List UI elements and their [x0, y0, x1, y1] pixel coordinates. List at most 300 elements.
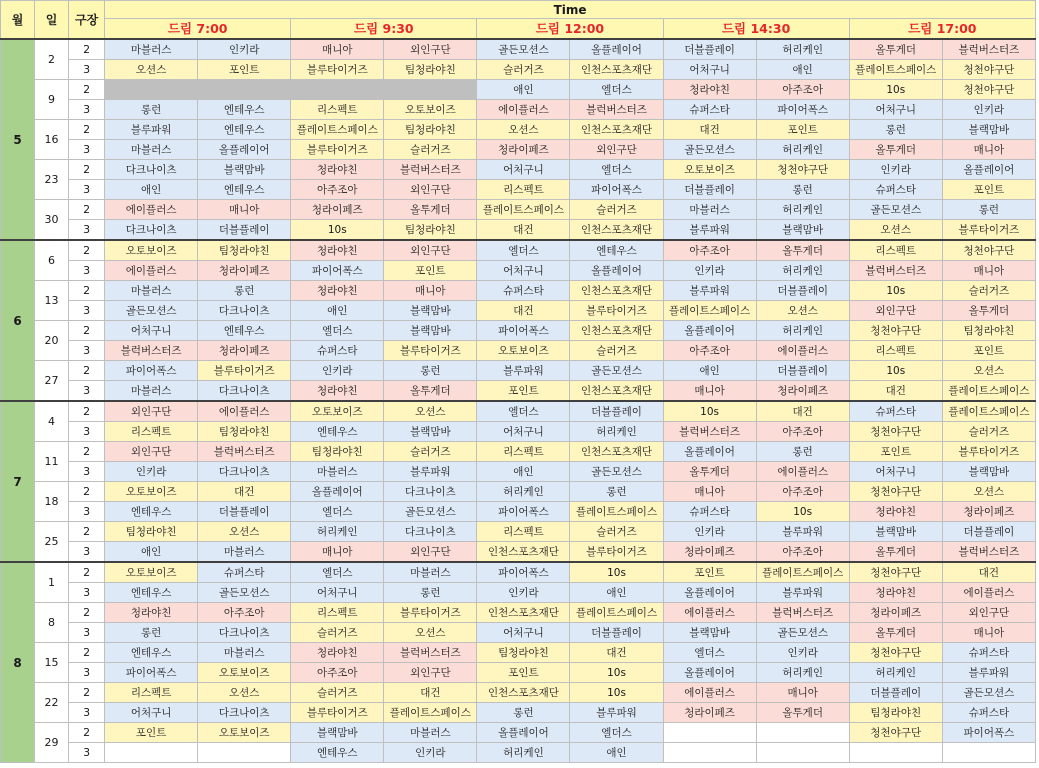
team-cell: 블루파워 — [663, 220, 756, 241]
team-cell: 블럭버스터즈 — [942, 542, 1035, 563]
team-cell: 플레이트스페이스 — [756, 562, 849, 583]
team-cell: 파이어폭스 — [105, 663, 198, 683]
team-cell — [756, 743, 849, 763]
schedule-row — [1, 120, 1036, 140]
team-cell: 롱런 — [570, 482, 663, 502]
team-cell: 외인구단 — [105, 442, 198, 462]
slot-header: 드림 9:30 — [291, 19, 477, 40]
team-cell: 어처구니 — [477, 160, 570, 180]
team-cell: 슬러거즈 — [570, 200, 663, 220]
schedule-row — [1, 140, 1036, 160]
team-cell: 대건 — [477, 220, 570, 241]
team-cell: 포인트 — [198, 60, 291, 80]
field-number: 3 — [69, 663, 105, 683]
team-cell: 어처구니 — [477, 422, 570, 442]
team-cell: 대건 — [570, 643, 663, 663]
schedule-row — [1, 743, 1036, 763]
schedule-row — [1, 401, 1036, 422]
team-cell: 블루타이거즈 — [570, 542, 663, 563]
field-number: 2 — [69, 482, 105, 502]
team-cell: 포인트 — [384, 261, 477, 281]
team-cell: 파이어폭스 — [477, 321, 570, 341]
team-cell: 포인트 — [477, 381, 570, 402]
team-cell: 에이플러스 — [198, 401, 291, 422]
team-cell: 10s — [291, 220, 384, 241]
team-cell: 팀청라야친 — [942, 321, 1035, 341]
team-cell: 외인구단 — [105, 401, 198, 422]
team-cell: 인천스포츠재단 — [477, 683, 570, 703]
team-cell: 인키라 — [849, 160, 942, 180]
team-cell: 슈퍼스타 — [942, 643, 1035, 663]
team-cell: 엘더스 — [477, 240, 570, 261]
field-number: 3 — [69, 341, 105, 361]
day-cell: 27 — [35, 361, 69, 402]
team-cell: 올투게더 — [849, 39, 942, 60]
team-cell: 파이어폭스 — [291, 261, 384, 281]
team-cell: 블루타이거즈 — [384, 341, 477, 361]
team-cell: 청천야구단 — [849, 562, 942, 583]
team-cell: 올투게더 — [849, 542, 942, 563]
team-cell: 어처구니 — [477, 261, 570, 281]
team-cell: 10s — [570, 562, 663, 583]
field-number: 3 — [69, 583, 105, 603]
team-cell: 마블러스 — [291, 462, 384, 482]
team-cell: 인키라 — [942, 100, 1035, 120]
team-cell: 마블러스 — [663, 200, 756, 220]
team-cell: 올플레이어 — [570, 39, 663, 60]
team-cell: 오토보이즈 — [663, 160, 756, 180]
team-cell: 아주조아 — [291, 180, 384, 200]
day-cell: 11 — [35, 442, 69, 482]
team-cell: 골든모션스 — [942, 683, 1035, 703]
team-cell: 인키라 — [384, 743, 477, 763]
team-cell — [198, 80, 291, 100]
team-cell: 블루타이거즈 — [291, 60, 384, 80]
field-number: 3 — [69, 623, 105, 643]
day-cell: 8 — [35, 603, 69, 643]
team-cell: 어처구니 — [105, 321, 198, 341]
schedule-row — [1, 180, 1036, 200]
team-cell: 인천스포츠재단 — [570, 60, 663, 80]
team-cell: 엘더스 — [570, 723, 663, 743]
team-cell — [942, 743, 1035, 763]
team-cell: 더블플레이 — [756, 281, 849, 301]
schedule-row — [1, 80, 1036, 100]
team-cell: 청천야구단 — [942, 80, 1035, 100]
team-cell: 블루타이거즈 — [384, 603, 477, 623]
team-cell: 인키라 — [105, 462, 198, 482]
field-number: 2 — [69, 723, 105, 743]
team-cell — [105, 80, 198, 100]
team-cell: 슈퍼스타 — [942, 703, 1035, 723]
schedule-row — [1, 462, 1036, 482]
team-cell: 마블러스 — [105, 39, 198, 60]
team-cell: 청라이페즈 — [291, 200, 384, 220]
month-cell: 7 — [1, 401, 35, 562]
team-cell: 다크나이츠 — [384, 522, 477, 542]
team-cell: 매니아 — [942, 261, 1035, 281]
field-number: 2 — [69, 643, 105, 663]
team-cell: 블루타이거즈 — [942, 442, 1035, 462]
month-header: 월 — [1, 1, 35, 40]
team-cell: 롱런 — [105, 100, 198, 120]
team-cell: 포인트 — [849, 442, 942, 462]
team-cell: 다크나이츠 — [384, 482, 477, 502]
field-number: 3 — [69, 261, 105, 281]
day-cell: 22 — [35, 683, 69, 723]
team-cell: 엔테우스 — [198, 100, 291, 120]
field-number: 2 — [69, 683, 105, 703]
team-cell: 인키라 — [663, 261, 756, 281]
team-cell: 롱런 — [384, 361, 477, 381]
team-cell: 엘더스 — [570, 80, 663, 100]
team-cell: 허리케인 — [756, 663, 849, 683]
team-cell: 10s — [756, 502, 849, 522]
team-cell: 다크나이츠 — [198, 703, 291, 723]
team-cell: 10s — [849, 281, 942, 301]
team-cell: 에이플러스 — [663, 683, 756, 703]
team-cell: 인키라 — [663, 522, 756, 542]
team-cell: 인키라 — [477, 583, 570, 603]
team-cell: 청천야구단 — [942, 240, 1035, 261]
team-cell: 오토보이즈 — [105, 482, 198, 502]
team-cell: 인천스포츠재단 — [570, 281, 663, 301]
team-cell: 올플레이어 — [663, 583, 756, 603]
team-cell: 플레이트스페이스 — [663, 301, 756, 321]
team-cell: 인키라 — [291, 361, 384, 381]
schedule-row — [1, 562, 1036, 583]
team-cell — [384, 80, 477, 100]
schedule-row — [1, 341, 1036, 361]
day-cell: 20 — [35, 321, 69, 361]
day-cell: 9 — [35, 80, 69, 120]
team-cell: 리스펙트 — [477, 522, 570, 542]
team-cell: 올투게더 — [663, 462, 756, 482]
team-cell — [849, 743, 942, 763]
team-cell: 슈퍼스타 — [291, 341, 384, 361]
team-cell: 10s — [570, 683, 663, 703]
team-cell: 올플레이어 — [570, 261, 663, 281]
team-cell: 롱런 — [849, 120, 942, 140]
field-number: 2 — [69, 281, 105, 301]
team-cell: 블랙맘바 — [849, 522, 942, 542]
team-cell: 더블플레이 — [198, 220, 291, 241]
schedule-row — [1, 301, 1036, 321]
schedule-row — [1, 663, 1036, 683]
schedule-row — [1, 261, 1036, 281]
team-cell: 올플레이어 — [291, 482, 384, 502]
team-cell: 골든모션스 — [384, 502, 477, 522]
team-cell: 오션스 — [105, 60, 198, 80]
schedule-row — [1, 482, 1036, 502]
team-cell: 엔테우스 — [291, 743, 384, 763]
team-cell: 청라이페즈 — [756, 381, 849, 402]
team-cell: 골든모션스 — [849, 200, 942, 220]
team-cell: 블랙맘바 — [384, 321, 477, 341]
day-cell: 1 — [35, 562, 69, 603]
team-cell: 청천야구단 — [849, 321, 942, 341]
team-cell: 팀청라야친 — [291, 442, 384, 462]
team-cell: 대건 — [384, 683, 477, 703]
team-cell: 에이플러스 — [105, 200, 198, 220]
team-cell: 10s — [663, 401, 756, 422]
team-cell: 아주조아 — [198, 603, 291, 623]
schedule-row — [1, 442, 1036, 462]
team-cell: 골든모션스 — [477, 39, 570, 60]
team-cell: 블럭버스터즈 — [198, 442, 291, 462]
team-cell: 골든모션스 — [570, 361, 663, 381]
team-cell: 다크나이츠 — [105, 160, 198, 180]
team-cell: 에이플러스 — [663, 603, 756, 623]
team-cell: 허리케인 — [756, 140, 849, 160]
team-cell: 오션스 — [756, 301, 849, 321]
team-cell: 청라이페즈 — [663, 542, 756, 563]
team-cell: 올플레이어 — [477, 723, 570, 743]
field-number: 2 — [69, 80, 105, 100]
team-cell: 허리케인 — [756, 39, 849, 60]
team-cell: 대건 — [663, 120, 756, 140]
team-cell: 리스펙트 — [849, 341, 942, 361]
field-header: 구장 — [69, 1, 105, 40]
schedule-row — [1, 583, 1036, 603]
team-cell: 애인 — [105, 180, 198, 200]
schedule-row — [1, 220, 1036, 241]
schedule-row — [1, 200, 1036, 220]
schedule-row — [1, 240, 1036, 261]
team-cell — [663, 743, 756, 763]
team-cell: 청라야친 — [291, 643, 384, 663]
team-cell — [663, 723, 756, 743]
schedule-row — [1, 502, 1036, 522]
team-cell: 블럭버스터즈 — [384, 160, 477, 180]
team-cell: 엘더스 — [663, 643, 756, 663]
team-cell: 청라야친 — [663, 80, 756, 100]
team-cell: 허리케인 — [477, 482, 570, 502]
team-cell: 매니아 — [384, 281, 477, 301]
slot-header: 드림 17:00 — [849, 19, 1035, 40]
team-cell: 청라야친 — [291, 381, 384, 402]
schedule-row — [1, 623, 1036, 643]
team-cell: 오션스 — [849, 220, 942, 241]
team-cell: 블럭버스터즈 — [663, 422, 756, 442]
team-cell: 더블플레이 — [756, 361, 849, 381]
team-cell: 골든모션스 — [198, 583, 291, 603]
team-cell: 오토보이즈 — [384, 100, 477, 120]
team-cell: 골든모션스 — [756, 623, 849, 643]
schedule-row — [1, 422, 1036, 442]
month-cell: 5 — [1, 39, 35, 240]
team-cell: 청라이페즈 — [663, 703, 756, 723]
team-cell: 블루파워 — [384, 462, 477, 482]
team-cell: 다크나이츠 — [198, 381, 291, 402]
team-cell: 블랙맘바 — [384, 422, 477, 442]
team-cell: 블랙맘바 — [291, 723, 384, 743]
team-cell: 마블러스 — [105, 381, 198, 402]
team-cell: 슈퍼스타 — [198, 562, 291, 583]
field-number: 3 — [69, 703, 105, 723]
day-cell: 30 — [35, 200, 69, 241]
team-cell — [198, 743, 291, 763]
day-header: 일 — [35, 1, 69, 40]
team-cell: 에이플러스 — [105, 261, 198, 281]
team-cell: 블루파워 — [942, 663, 1035, 683]
team-cell: 어처구니 — [849, 100, 942, 120]
team-cell: 외인구단 — [384, 180, 477, 200]
team-cell: 인키라 — [198, 39, 291, 60]
schedule-row — [1, 39, 1036, 60]
team-cell: 올투게더 — [384, 200, 477, 220]
team-cell: 올투게더 — [942, 301, 1035, 321]
team-cell: 에이플러스 — [756, 462, 849, 482]
team-cell: 허리케인 — [756, 200, 849, 220]
field-number: 3 — [69, 381, 105, 402]
team-cell: 아주조아 — [663, 240, 756, 261]
team-cell: 엔테우스 — [198, 180, 291, 200]
team-cell: 청라야친 — [291, 240, 384, 261]
team-cell: 블루파워 — [105, 120, 198, 140]
team-cell: 인천스포츠재단 — [570, 120, 663, 140]
team-cell: 올투게더 — [756, 240, 849, 261]
month-cell: 6 — [1, 240, 35, 401]
team-cell: 엔테우스 — [105, 583, 198, 603]
team-cell: 허리케인 — [849, 663, 942, 683]
team-cell: 청라야친 — [849, 502, 942, 522]
team-cell — [756, 723, 849, 743]
team-cell: 오션스 — [384, 401, 477, 422]
team-cell: 어처구니 — [477, 623, 570, 643]
field-number: 2 — [69, 361, 105, 381]
team-cell: 플레이트스페이스 — [477, 200, 570, 220]
team-cell: 오토보이즈 — [105, 562, 198, 583]
field-number: 3 — [69, 100, 105, 120]
team-cell: 오션스 — [942, 482, 1035, 502]
team-cell: 리스펙트 — [105, 422, 198, 442]
team-cell: 마블러스 — [105, 140, 198, 160]
team-cell: 오토보이즈 — [105, 240, 198, 261]
team-cell: 청라이페즈 — [477, 140, 570, 160]
team-cell: 플레이트스페이스 — [570, 603, 663, 623]
team-cell: 블랙맘바 — [942, 120, 1035, 140]
team-cell: 골든모션스 — [105, 301, 198, 321]
team-cell: 다크나이츠 — [105, 220, 198, 241]
field-number: 3 — [69, 743, 105, 763]
team-cell: 더블플레이 — [942, 522, 1035, 542]
team-cell: 블루타이거즈 — [942, 220, 1035, 241]
team-cell: 골든모션스 — [663, 140, 756, 160]
team-cell: 블루파워 — [663, 281, 756, 301]
team-cell: 오션스 — [384, 623, 477, 643]
field-number: 3 — [69, 542, 105, 563]
team-cell: 대건 — [942, 562, 1035, 583]
team-cell: 오토보이즈 — [198, 663, 291, 683]
team-cell: 청천야구단 — [942, 60, 1035, 80]
team-cell: 블랙맘바 — [198, 160, 291, 180]
team-cell: 다크나이츠 — [198, 623, 291, 643]
team-cell: 오토보이즈 — [198, 723, 291, 743]
team-cell: 블럭버스터즈 — [849, 261, 942, 281]
team-cell: 매니아 — [198, 200, 291, 220]
team-cell: 블랙맘바 — [384, 301, 477, 321]
team-cell: 플레이트스페이스 — [384, 703, 477, 723]
team-cell: 매니아 — [942, 623, 1035, 643]
team-cell: 매니아 — [942, 140, 1035, 160]
team-cell: 10s — [570, 663, 663, 683]
team-cell: 마블러스 — [384, 562, 477, 583]
slot-header: 드림 14:30 — [663, 19, 849, 40]
field-number: 2 — [69, 321, 105, 341]
team-cell: 리스펙트 — [477, 442, 570, 462]
team-cell: 다크나이츠 — [198, 462, 291, 482]
team-cell: 더블플레이 — [663, 39, 756, 60]
team-cell: 더블플레이 — [198, 502, 291, 522]
team-cell: 슬러거즈 — [384, 140, 477, 160]
team-cell: 매니아 — [291, 542, 384, 563]
team-cell: 허리케인 — [291, 522, 384, 542]
schedule-row — [1, 361, 1036, 381]
team-cell: 인천스포츠재단 — [570, 220, 663, 241]
field-number: 3 — [69, 502, 105, 522]
day-cell: 15 — [35, 643, 69, 683]
team-cell: 롱런 — [756, 180, 849, 200]
team-cell: 올플레이어 — [198, 140, 291, 160]
team-cell: 플레이트스페이스 — [942, 381, 1035, 402]
day-cell: 4 — [35, 401, 69, 442]
schedule-row — [1, 381, 1036, 402]
team-cell: 포인트 — [756, 120, 849, 140]
team-cell: 아주조아 — [663, 341, 756, 361]
team-cell: 롱런 — [942, 200, 1035, 220]
field-number: 2 — [69, 401, 105, 422]
slot-header: 드림 12:00 — [477, 19, 663, 40]
team-cell: 포인트 — [663, 562, 756, 583]
team-cell: 더블플레이 — [663, 180, 756, 200]
team-cell: 외인구단 — [384, 240, 477, 261]
team-cell: 청천야구단 — [849, 723, 942, 743]
day-cell: 23 — [35, 160, 69, 200]
team-cell: 인천스포츠재단 — [570, 442, 663, 462]
team-cell: 청라야친 — [105, 603, 198, 623]
field-number: 3 — [69, 140, 105, 160]
team-cell: 엔테우스 — [198, 321, 291, 341]
team-cell: 청라이페즈 — [198, 261, 291, 281]
team-cell: 10s — [849, 80, 942, 100]
schedule-row — [1, 60, 1036, 80]
team-cell: 슬러거즈 — [570, 522, 663, 542]
team-cell: 애인 — [477, 80, 570, 100]
team-cell: 오션스 — [198, 683, 291, 703]
team-cell: 파이어폭스 — [477, 562, 570, 583]
team-cell: 블랙맘바 — [756, 220, 849, 241]
team-cell: 매니아 — [663, 381, 756, 402]
schedule-row — [1, 703, 1036, 723]
team-cell: 팀청라야친 — [477, 643, 570, 663]
field-number: 2 — [69, 39, 105, 60]
team-cell: 청천야구단 — [849, 482, 942, 502]
schedule-row — [1, 321, 1036, 341]
field-number: 2 — [69, 442, 105, 462]
team-cell: 엘더스 — [291, 321, 384, 341]
schedule-row — [1, 522, 1036, 542]
team-cell: 아주조아 — [756, 482, 849, 502]
team-cell — [105, 743, 198, 763]
team-cell: 롱런 — [477, 703, 570, 723]
field-number: 2 — [69, 562, 105, 583]
day-cell: 2 — [35, 39, 69, 80]
team-cell: 블루파워 — [570, 703, 663, 723]
team-cell: 엘더스 — [291, 502, 384, 522]
team-cell: 엔테우스 — [570, 240, 663, 261]
team-cell: 청라야친 — [291, 160, 384, 180]
